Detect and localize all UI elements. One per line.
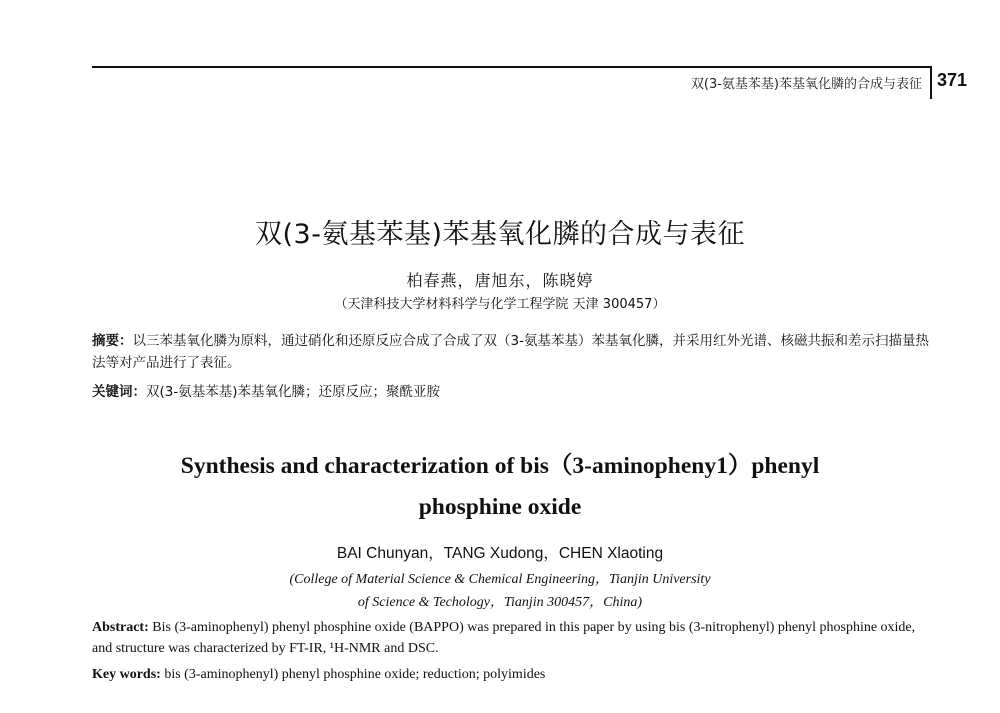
english-keywords-label: Key words: — [92, 667, 161, 682]
chinese-keywords-text: 双(3-氨基苯基)苯基氧化膦；还原反应；聚酰亚胺 — [146, 384, 440, 400]
english-title-line1: Synthesis and characterization of bis（3-aminopheny1）phenyl — [180, 453, 820, 479]
english-abstract — [92, 617, 938, 659]
english-affiliation-line2: of Science & Techology，Tianjin 300457，China) — [357, 595, 643, 610]
page-number: 371 — [937, 70, 968, 90]
chinese-abstract-label: 摘要： — [92, 333, 133, 349]
english-authors: BAI Chunyan，TANG Xudong，CHEN Xlaoting — [336, 545, 664, 562]
english-keywords — [92, 664, 938, 685]
chinese-authors: 柏春燕，唐旭东，陈晓婷 — [406, 271, 594, 290]
chinese-title: 双(3-氨基苯基)苯基氧化膦的合成与表征 — [255, 219, 745, 250]
header-divider — [930, 66, 932, 99]
english-title-line2: phosphine oxide — [418, 494, 582, 520]
english-affiliation-line1: (College of Material Science & Chemical Engineering，Tianjin University — [289, 572, 711, 587]
running-title: 双(3-氨基苯基)苯基氧化膦的合成与表征 — [690, 77, 922, 92]
english-abstract-text: Bis (3-aminophenyl) phenyl phosphine oxide (BAPPO) was prepared in this paper by using bis (3-nitrophenyl) phenyl phosphine oxide, and structure was characterized by FT-IR, ¹H-NMR and DSC. — [92, 620, 916, 656]
chinese-abstract-text: 以三苯基氧化膦为原料，通过硝化和还原反应合成了合成了双（3-氨基苯基）苯基氧化膦，并采用红外光谱、核磁共振和差示扫描量热法等对产品进行了表征。 — [92, 333, 929, 371]
english-title — [0, 446, 1000, 528]
chinese-keywords — [92, 381, 938, 403]
chinese-affiliation: （天津科技大学材料科学与化学工程学院 天津 300457） — [334, 297, 666, 312]
english-keywords-text: bis (3-aminophenyl) phenyl phosphine oxide; reduction; polyimides — [164, 667, 546, 682]
chinese-abstract — [92, 330, 938, 374]
chinese-keywords-label: 关键词： — [92, 384, 146, 400]
header-rule — [92, 66, 930, 68]
english-abstract-label: Abstract: — [92, 620, 149, 635]
